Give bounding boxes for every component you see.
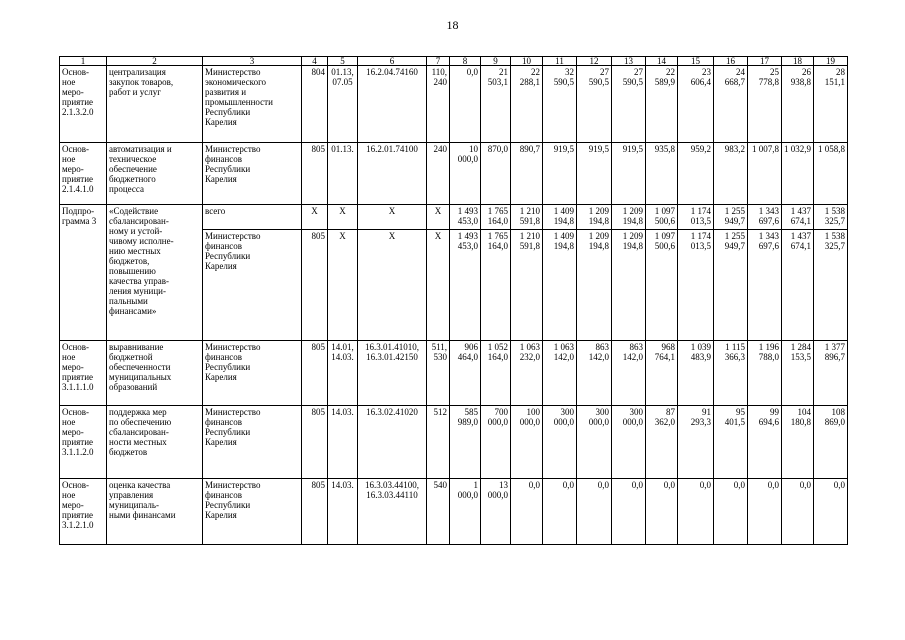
table-cell: X [328,205,358,230]
table-cell: 1 538 325,7 [814,205,848,230]
column-header: 6 [358,57,427,66]
table-cell: 1 210 591,8 [511,205,543,230]
page-number: 18 [446,18,459,32]
table-cell: Основ- ное меро- приятие 3.1.1.2.0 [60,406,107,479]
budget-table [59,56,848,545]
table-cell: 16.3.03.44100, 16.3.03.44110 [358,479,427,545]
table-cell: 512 [427,406,450,479]
table-cell: X [358,205,427,230]
table-cell: 32 590,5 [543,66,577,143]
table-cell: 240 [427,143,450,205]
column-header: 12 [577,57,612,66]
table-cell: X [427,205,450,230]
table-cell: 0,0 [748,479,782,545]
table-cell: 0,0 [678,479,714,545]
table-cell: 14.03. [328,479,358,545]
column-header: 16 [714,57,748,66]
table-cell: 805 [302,479,328,545]
table-cell: 28 151,1 [814,66,848,143]
table-cell: 27 590,5 [577,66,612,143]
column-header: 1 [60,57,107,66]
column-header: 11 [543,57,577,66]
table-cell: 1 538 325,7 [814,230,848,341]
table-cell: 585 989,0 [450,406,481,479]
table-cell: 16.2.01.74100 [358,143,427,205]
table-cell: 0,0 [646,479,678,545]
table-cell: 1 210 591,8 [511,230,543,341]
table-cell: 26 938,8 [782,66,814,143]
column-header: 8 [450,57,481,66]
table-cell: 1 097 500,6 [646,205,678,230]
table-cell: автоматизация и техническое обеспечение бюджетного процесса [107,143,203,205]
table-cell: 1 039 483,9 [678,341,714,406]
column-header: 7 [427,57,450,66]
table-cell: 1 437 674,1 [782,205,814,230]
table-cell: 87 362,0 [646,406,678,479]
table-cell: 1 174 013,5 [678,205,714,230]
table-cell: 1 058,8 [814,143,848,205]
table-cell: 10 000,0 [450,143,481,205]
table-cell: 300 000,0 [577,406,612,479]
table-cell: 805 [302,341,328,406]
table-cell: 1 115 366,3 [714,341,748,406]
table-cell: 0,0 [714,479,748,545]
table-cell: 1 007,8 [748,143,782,205]
table-cell: 0,0 [450,66,481,143]
column-header: 18 [782,57,814,66]
table-cell: X [358,230,427,341]
table-cell: централизация закупок товаров, работ и услуг [107,66,203,143]
column-header: 3 [203,57,302,66]
table-cell: 104 180,8 [782,406,814,479]
table-cell: 1 097 500,6 [646,230,678,341]
table-cell: 99 694,6 [748,406,782,479]
table-cell: 1 765 164,0 [481,205,511,230]
table-cell: Министерство финансов Республики Карелия [203,479,302,545]
table-cell: Министерство экономического развития и промышленности Республики Карелия [203,66,302,143]
table-cell: 13 000,0 [481,479,511,545]
table-cell: 110, 240 [427,66,450,143]
table-cell: 1 063 232,0 [511,341,543,406]
table-cell: 906 464,0 [450,341,481,406]
table-row [60,66,848,143]
table-cell: 108 869,0 [814,406,848,479]
column-header: 2 [107,57,203,66]
column-header: 9 [481,57,511,66]
table-cell: 1 437 674,1 [782,230,814,341]
column-header: 19 [814,57,848,66]
table-cell: 23 606,4 [678,66,714,143]
table-row [60,143,848,205]
table-cell: 870,0 [481,143,511,205]
column-header: 13 [612,57,646,66]
table-cell: 1 032,9 [782,143,814,205]
table-cell: Подпро- грамма 3 [60,205,107,341]
table-cell: 1 284 153,5 [782,341,814,406]
table-cell: 0,0 [612,479,646,545]
table-cell: 0,0 [511,479,543,545]
table-row [60,479,848,545]
table-cell: 95 401,5 [714,406,748,479]
table-cell: 27 590,5 [612,66,646,143]
table-cell: 14.01, 14.03. [328,341,358,406]
table-cell: 0,0 [543,479,577,545]
table-cell: 0,0 [782,479,814,545]
table-cell: 983,2 [714,143,748,205]
table-cell: 1 174 013,5 [678,230,714,341]
table-cell: Основ- ное меро- приятие 2.1.3.2.0 [60,66,107,143]
table-cell: поддержка мер по обеспечению сбалансирован- ности местных бюджетов [107,406,203,479]
column-header: 15 [678,57,714,66]
table-cell: 1 377 896,7 [814,341,848,406]
table-cell: 959,2 [678,143,714,205]
table-cell: 919,5 [577,143,612,205]
table-cell: 1 409 194,8 [543,230,577,341]
table-cell: 22 288,1 [511,66,543,143]
table-cell: 804 [302,66,328,143]
table-cell: 1 063 142,0 [543,341,577,406]
table-cell: 1 052 164,0 [481,341,511,406]
table-cell: 700 000,0 [481,406,511,479]
table-cell: 1 343 697,6 [748,230,782,341]
table-cell: 16.2.04.74160 [358,66,427,143]
table-cell: 01.13. [328,143,358,205]
table-cell: Министерство финансов Республики Карелия [203,143,302,205]
table-cell: 1 493 453,0 [450,205,481,230]
table-cell: всего [203,205,302,230]
table-cell: 1 409 194,8 [543,205,577,230]
table-cell: Основ- ное меро- приятие 3.1.2.1.0 [60,479,107,545]
table-cell: 24 668,7 [714,66,748,143]
table-cell: 968 764,1 [646,341,678,406]
table-cell: 100 000,0 [511,406,543,479]
column-header: 14 [646,57,678,66]
column-header: 10 [511,57,543,66]
table-cell: 01.13, 07.05 [328,66,358,143]
table-cell: 300 000,0 [543,406,577,479]
table-cell: «Содействие сбалансирован- ному и устой- чивому исполне- нию местных бюджетов, повышению качества управ- ления муници- пальными финансами» [107,205,203,341]
table-cell: 1 209 194,8 [612,230,646,341]
table-row [60,205,848,230]
header-row [60,57,848,66]
table-cell: 919,5 [612,143,646,205]
table-cell: 1 765 164,0 [481,230,511,341]
table-cell: 1 255 949,7 [714,205,748,230]
table-cell: 935,8 [646,143,678,205]
table-cell: 14.03. [328,406,358,479]
table-cell: 300 000,0 [612,406,646,479]
table-cell: 16.3.02.41020 [358,406,427,479]
table-cell: X [427,230,450,341]
table-cell: 511, 530 [427,341,450,406]
table-cell: 805 [302,406,328,479]
table-cell: 805 [302,143,328,205]
table-cell: 1 209 194,8 [577,205,612,230]
table-cell: 0,0 [814,479,848,545]
table-row [60,341,848,406]
table-cell: 540 [427,479,450,545]
table-cell: X [302,205,328,230]
table-cell: 21 503,1 [481,66,511,143]
table-cell: 805 [302,230,328,341]
table-cell: 22 589,9 [646,66,678,143]
table-cell: Министерство финансов Республики Карелия [203,341,302,406]
table-row [60,406,848,479]
table-cell: 863 142,0 [612,341,646,406]
table-cell: 919,5 [543,143,577,205]
table-cell: выравнивание бюджетной обеспеченности муниципальных образований [107,341,203,406]
table-cell: 863 142,0 [577,341,612,406]
table-cell: 1 493 453,0 [450,230,481,341]
column-header: 4 [302,57,328,66]
column-header: 5 [328,57,358,66]
table-cell: 1 196 788,0 [748,341,782,406]
table-cell: 25 778,8 [748,66,782,143]
column-header: 17 [748,57,782,66]
table-cell: Министерство финансов Республики Карелия [203,406,302,479]
table-cell: 91 293,3 [678,406,714,479]
table-cell: 16.3.01.41010, 16.3.01.42150 [358,341,427,406]
table-cell: Основ- ное меро- приятие 2.1.4.1.0 [60,143,107,205]
table-cell: 1 343 697,6 [748,205,782,230]
table-cell: 890,7 [511,143,543,205]
table-cell: 0,0 [577,479,612,545]
table-cell: оценка качества управления муниципаль- ными финансами [107,479,203,545]
table-cell: 1 209 194,8 [577,230,612,341]
table-cell: 1 255 949,7 [714,230,748,341]
table-cell: 1 000,0 [450,479,481,545]
table-cell: Министерство финансов Республики Карелия [203,230,302,341]
table-cell: Основ- ное меро- приятие 3.1.1.1.0 [60,341,107,406]
table-cell: X [328,230,358,341]
table-cell: 1 209 194,8 [612,205,646,230]
